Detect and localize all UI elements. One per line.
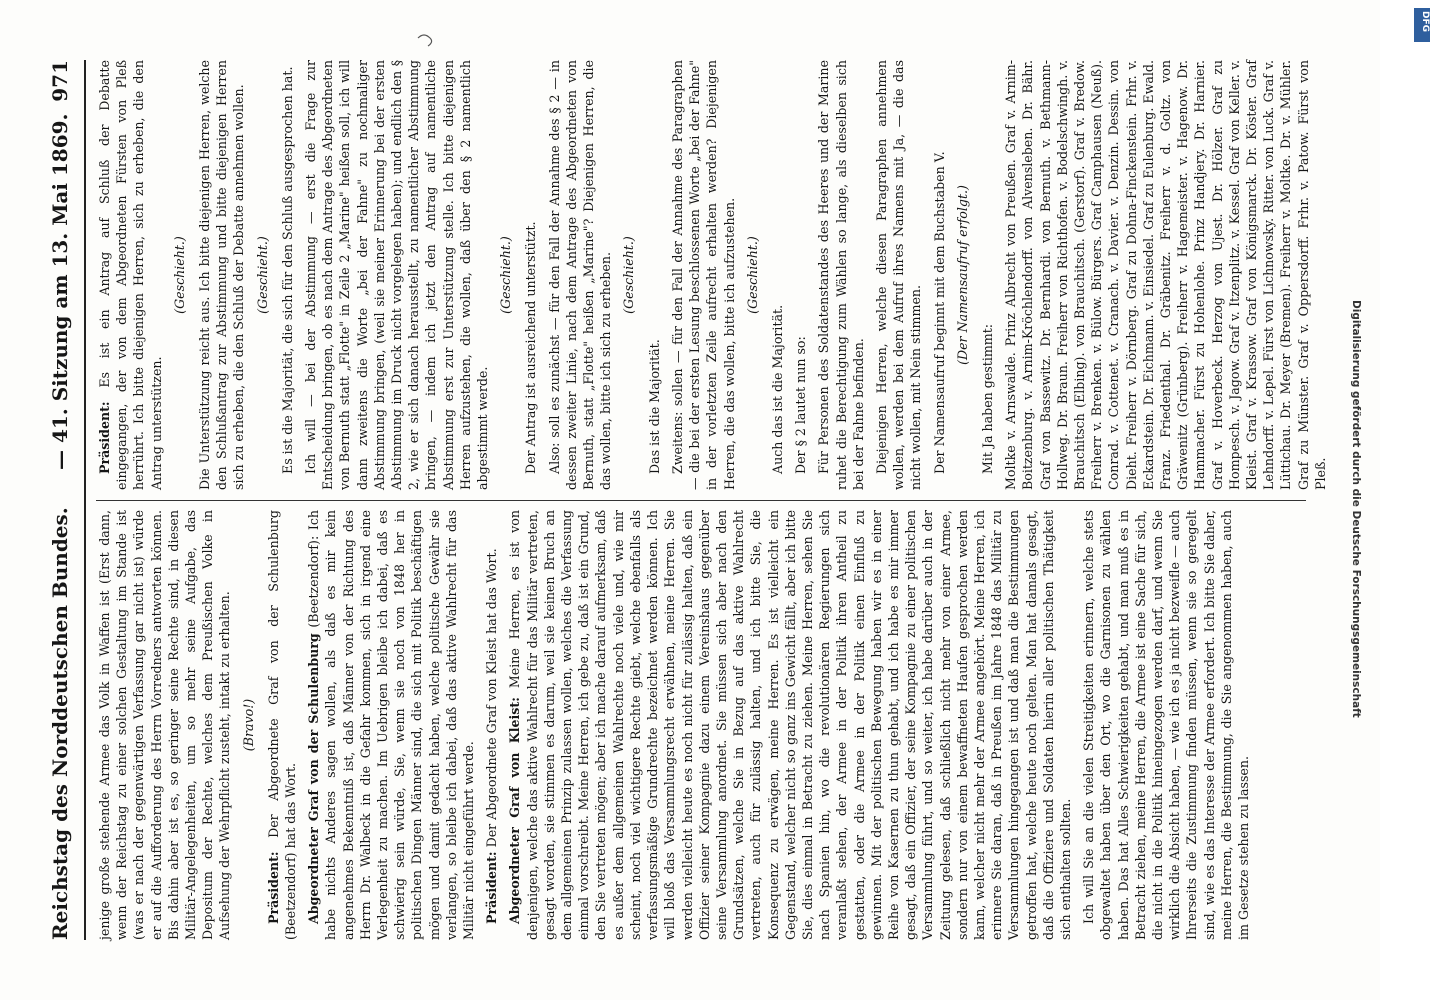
speaker-name: Präsident: <box>97 401 112 474</box>
text-paragraph: Moltke v. Arnswalde. Prinz Albrecht von Preußen. Graf v. Arnim-Boitzenburg. v. Arnim-Kröchlendorff. von Alvensleben. Dr. Bähr. Graf von Bassewitz. Dr. Bernhardi. von Bernuth. v. Bethmann-Hollweg. Dr. Braun. Freiherr von Richthofen. v. Bodelschwingh. v. Brauchitsch (Elbing). von Brauchitsch. (Gerstorf). Graf v. Bredow. Freiherr v. Brenken. v. Bülow. Bürgers. Graf Camphausen (Neuß). Conrad. v. Cottenet. v. Cranach. v. Davier. v. Denzin. Dessin. von Dieht. Freiherr v. Dörnberg. Graf zu Dohna-Finckenstein. Frhr. v. Eckardstein. Dr. Eichmann. v. Einsiedel. Graf zu Eulenburg. Ewald. Franz. Friedenthal. Dr. Gräbenitz. Freiherr v. d. Goltz. von Gräwenitz (Grünberg). Freiherr v. Hagemeister. v. Hagenow. Dr. Hammacher. Fürst zu Hohenlohe. Prinz Handjery. Dr. Harnier. Graf v. Hoverbeck. Herzog von Ujest. Dr. Hölzer. Graf zu Hompesch. v. Jagow. Graf v. Itzenplitz. v. Kessel. Graf von Keller. v. Kleist. Graf v. Krassow. Graf von Königsmarck. Dr. Köster. Graf Lehndorff. v. Lepel. Fürst von Lichnowsky. Ritter. von Luck. Graf v. Lüttichau. Dr. Meyer (Bremen). Freiherr v. Moltke. Dr. v. Mühler. Graf zu Münster. Graf v. Oppersdorff. Frhr. v. Patow. Fürst von Pleß. <box>1003 60 1328 490</box>
text-paragraph: Der Antrag ist ausreichend unterstützt. <box>523 221 539 474</box>
page-number: 971 <box>48 60 72 102</box>
speech-text: Der Abgeordnete Graf von der Schulenburg (Beetzendorf) hat das Wort. <box>265 510 299 940</box>
stage-direction: (Geschieht.) <box>744 236 760 314</box>
text-paragraph: Ich will Sie an die vielen Streitigkeiten erinnern, welche stets obgewaltet haben über den Ort, wo die Garnisonen zu wählen haben. Das hat Alles Schwierigkeiten gehabt, und man muß es in Betracht ziehen, meine Herren, die Armee ist eine Sache für sich, die nicht in die Politik hineingezogen werden darf, und wenn Sie wirklich die Absicht haben, — wie ich es ja nicht bezweifle — auch Ihrerseits die Zustimmung finden müssen, wenn sie so geregelt sind, wie es das Interesse der Armee erfordert. Ich bitte Sie daher, meine Herren, die Bestimmung, die Sie angenommen haben, auch im Gesetze stehen zu lassen. <box>1081 510 1251 940</box>
speaker-name: Abgeordneter Graf von der Schulenburg <box>306 633 322 924</box>
speaker-name: Präsident: <box>265 851 281 924</box>
text-paragraph: Die Unterstützung reicht aus. Ich bitte diejenigen Herren, welche den Schlußantrag zur Abstimmung und bitte diejenigen Herren sich zu erheben, die den Schluß der Debatte annehmen wollen. <box>197 60 247 490</box>
text-paragraph: Es ist die Majorität, die sich für den Schluß ausgesprochen hat. <box>279 66 295 474</box>
speech-text: Es ist ein Antrag auf Schluß der Debatte eingegangen, der von dem Abgeordneten Fürsten von Pleß herrührt. Ich bitte diejenigen Herren, sich zu erheben, die den Antrag unterstützen. <box>97 59 164 490</box>
header-session: — 41. Sitzung am 13. Mai 1869. <box>48 113 72 470</box>
text-paragraph: Der Namensaufruf beginnt mit dem Buchstaben V. <box>931 151 947 474</box>
text-paragraph: Also: soll es zunächst — für den Fall der Annahme des § 2 — in dessen zweiter Linie, nach dem Antrage des Abgeordneten von Bernuth, statt „Flotte" heißen „Marine"? Diejenigen Herren, die das wollen, bitte ich sich zu erheben. <box>546 60 614 490</box>
digitization-credit: Digitalisierung gefördert durch die Deutsche Forschungsgemeinschaft <box>1350 300 1362 718</box>
text-paragraph: Diejenigen Herren, welche diesen Paragraphen annehmen wollen, werden bei dem Aufruf ihres Namens mit Ja, — die das nicht wollen, mit Nein stimmen. <box>873 60 924 490</box>
stage-direction: (Der Namensaufruf erfolgt.) <box>954 185 970 365</box>
dfg-logo-text: DFG <box>1420 11 1430 33</box>
stage-direction: (Geschieht.) <box>171 236 187 314</box>
speech-text: Der Abgeordnete Graf von Kleist hat das Wort. <box>484 548 500 848</box>
speech-paragraph <box>96 60 165 490</box>
text-paragraph: jenige große stehende Armee das Volk in Waffen ist (Erst dann, wenn der Reichstag zu einer solchen Gestaltung im Stande ist (was er nach der gegenwärtigen Verfassung gar nicht ist) würde er auf die Aufforderung des Herrn Vorredners antworten können. Bis dahin aber ist es, so geringer seine Rechte sind, in diesen Militär-Angelegenheiten, um so mehr seine Aufgabe, das Depositum der Rechte, welches dem Preußischen Volke in Aufsehung der Wehrpflicht zusteht, intakt zu erhalten. <box>97 510 233 940</box>
stage-direction: (Geschieht.) <box>254 236 270 314</box>
stage-direction: (Geschieht.) <box>498 236 514 314</box>
speaker-name: Abgeordneter Graf von Kleist: <box>507 697 523 924</box>
text-paragraph: Auch das ist die Majorität. <box>769 304 785 474</box>
text-paragraph: Ich will — bei der Abstimmung — erst die Frage zur Entscheidung bringen, ob es nach dem Antrage des Abgeordneten von Bernuth statt „Flotte" in Zeile 2 „Marine" heißen soll, ich will dann zweitens die Worte „bei der Fahne" zu nochmaliger Abstimmung bringen, (weil sie meiner Erinnerung bei der ersten Abstimmung im Druck nicht vorgelegen haben); und endlich den § 2, wie er sich danach herausstellt, zu namentlicher Abstimmung bringen, — indem ich jetzt den Antrag auf namentliche Abstimmung erst zur Unterstützung stelle. Ich bitte diejenigen Herren aufzustehen, die wollen, daß über den § 2 namentlich abgestimmt werde. <box>303 60 491 490</box>
speech-paragraph <box>305 510 477 940</box>
speaker-name: Präsident: <box>484 851 500 924</box>
right-column <box>96 60 1335 490</box>
left-column <box>96 510 1258 940</box>
text-paragraph: Für Personen des Soldatenstandes des Heeres und der Marine ruhet die Berechtigung zum Wählen so lange, als dieselben sich bei der Fahne befinden. <box>816 60 866 490</box>
speech-paragraph <box>265 510 299 940</box>
text-paragraph: Der § 2 lautet nun so: <box>793 336 809 474</box>
speech-text: Meine Herren, es ist von denjenigen, welche das aktive Wahlrecht für das Militär vertreten, gesagt worden, sie stimmen es darum, weil sie keinen Bruch an dem allgemeinen Prinzip zulassen wollen, welches die Verfassung einmal vorschreibt. Meine Herren, ich gebe zu, daß ist ein Grund, den Sie vertreten mögen; aber ich mache darauf aufmerksam, daß es außer dem allgemeinen Wahlrechte noch viele und, wie mir scheint, noch viel wichtigere Rechte giebt, welche ebenfalls als verfassungsmäßige Grundrechte bezeichnet werden können. Ich will bloß das Versammlungsrecht erwähnen, meine Herren. Sie werden vielleicht heute es noch nicht für zulässig halten, daß ein Offizier seiner Kompagnie dazu einem Vereinshaus gegenüber seine Versammlung anordnet. Sie müssen sich aber nach den Grundsätzen, welche Sie in Bezug auf das aktive Wahlrecht vertreten, auch für zulässig halten, und ich bitte Sie, die Konsequenz zu erwägen, meine Herren. Es ist vielleicht ein Gegenstand, welcher nicht so ganz ins Gewicht fällt, aber ich bitte Sie, dies einmal in Betracht zu ziehen. Meine Herren, sehen Sie nach Spanien hin, wo die revolutionären Regierungen sich veranlaßt sehen, der Armee in der Politik ihren Antheil zu gestatten, oder die Armee in der Politik einen Einfluß zu gewinnen. Mit der politischen Bewegung haben wir es in einer Reihe von Kasernen zu thun gehabt, und ich habe es mir immer gesagt, daß ein Offizier, der seine Kompagnie zu einer politischen Versammlung führt, und so weiter, ich habe darüber auch in der Zeitung gelesen, daß schließlich nicht mehr von einer Armee, sondern nur von einem bewaffneten Haufen gesprochen werden kann, welcher nicht mehr der Armee angehört. Meine Herren, ich erinnere Sie daran, daß in Preußen im Jahre 1848 das Militär zu Versammlungen hingegangen ist und daß man die Bestimmungen getroffen hat, welche heute noch gelten. Man hat damals gesagt, daß die Offiziere und Soldaten hierin aller politischen Thätigkeit sich enthalten sollten. <box>507 510 1073 940</box>
dfg-logo <box>1414 8 1430 42</box>
text-paragraph: Mit Ja haben gestimmt: <box>979 323 995 474</box>
page-header <box>40 60 86 940</box>
header-title: Reichstag des Norddeutschen Bundes. <box>48 507 72 940</box>
text-paragraph: Das ist die Majorität. <box>646 339 662 474</box>
stage-direction: (Bravo!) <box>240 698 256 752</box>
stage-direction: (Geschieht.) <box>621 236 637 314</box>
text-paragraph: Zweitens: sollen — für den Fall der Annahme des Paragraphen — die bei der ersten Lesung beschlossenen Worte „bei der Fahne" in der vorletzten Zeile aufrecht erhalten werden? Diejenigen Herren, die das wollen, bitte ich aufzustehen. <box>669 60 737 490</box>
speech-paragraph <box>483 510 500 940</box>
column-divider <box>96 500 1306 501</box>
speech-text: (Beetzendorf): Ich habe nichts Anderes sagen wollen, als daß es mir kein angenehmes Bekenntniß ist, daß Männer von der Richtung des Herrn Dr. Walbeck in die Gefahr kommen, sich in irgend eine Verlegenheit zu machen. Im Uebrigen bleibe ich dabei, daß es schwierig sein würde, Sie, wenn sie noch von 1848 her in politischen Dingen Männer sind, die sich mit Politik beschäftigen mögen und damit gedacht haben, welche politische Gewähr sie verlangen, so bleibe ich dabei, daß das aktive Wahlrecht für das Militär nicht eingeführt werde. <box>306 510 477 940</box>
speech-paragraph <box>506 510 1074 940</box>
